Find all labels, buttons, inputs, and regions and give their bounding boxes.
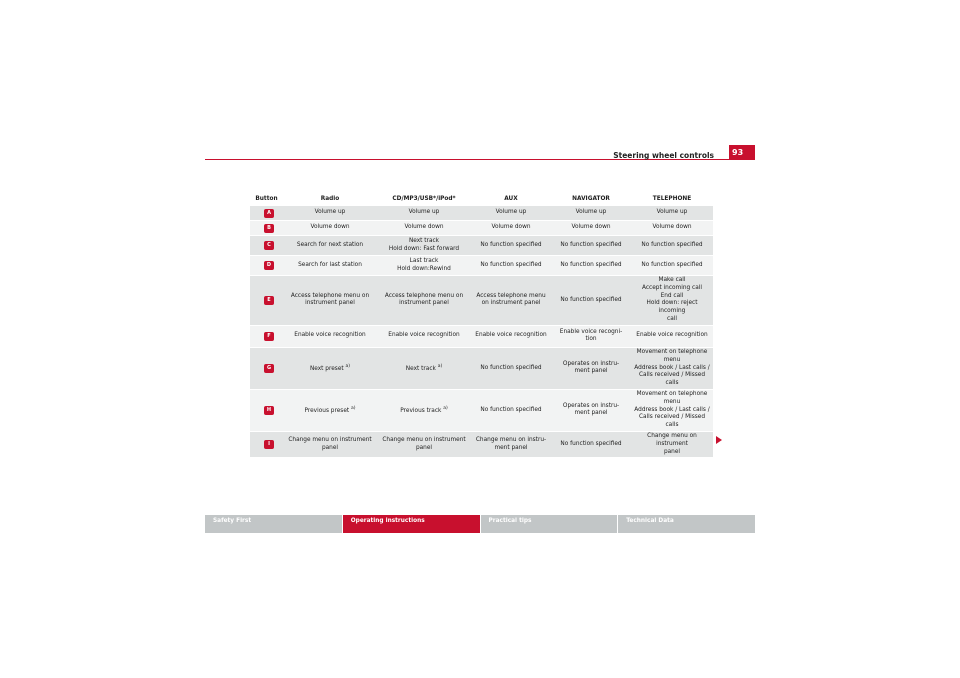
column-header: Button <box>250 193 283 206</box>
cell-line: Operates on instru- <box>562 402 620 409</box>
cell-line: menu <box>663 398 681 405</box>
cell-line: Enable voice recognition <box>636 332 708 339</box>
table-cell <box>551 389 631 431</box>
steering-controls-table <box>250 193 713 457</box>
table-cell <box>377 256 471 276</box>
table-row <box>250 221 713 236</box>
table-cell <box>283 236 377 256</box>
table-row <box>250 276 713 326</box>
cell-line: Volume up <box>495 209 527 216</box>
column-header: Radio <box>283 193 377 206</box>
table-cell <box>551 432 631 458</box>
table-cell <box>551 221 631 236</box>
button-badge-icon: C <box>264 241 274 250</box>
table-cell <box>551 347 631 389</box>
cell-line: Enable voice recognition <box>294 332 366 339</box>
table-row <box>250 389 713 431</box>
cell-line: Calls received / Missed calls <box>638 372 706 387</box>
cell-line: call <box>667 316 677 323</box>
cell-line: tion <box>585 336 597 343</box>
cell-line: No function specified <box>480 364 542 371</box>
cell-line: Access telephone menu on <box>290 292 370 299</box>
footnote-mark: a) <box>437 363 443 369</box>
button-cell <box>250 276 283 326</box>
footnote-mark: a) <box>345 363 351 369</box>
table-row <box>250 347 713 389</box>
cell-line: Movement on telephone <box>636 390 708 397</box>
table-cell <box>283 276 377 326</box>
table-cell <box>377 276 471 326</box>
cell-line: Hold down: Fast forward <box>388 245 460 252</box>
column-header: CD/MP3/USB*/iPod* <box>377 193 471 206</box>
table-row <box>250 236 713 256</box>
table-cell <box>631 325 713 347</box>
footer-tab-practical-tips[interactable]: Practical tips <box>481 515 618 533</box>
cell-line: Volume up <box>656 209 688 216</box>
table-cell <box>283 221 377 236</box>
table-cell <box>631 347 713 389</box>
footnote-mark: a) <box>351 405 356 411</box>
cell-line: Volume down <box>571 224 611 231</box>
button-cell <box>250 236 283 256</box>
cell-line: panel <box>415 444 433 451</box>
footer-tab-safety-first[interactable]: Safety First <box>205 515 342 533</box>
cell-line: Enable voice recogni- <box>559 328 623 335</box>
table-cell <box>377 236 471 256</box>
cell-line: No function specified <box>641 241 703 248</box>
table-row <box>250 325 713 347</box>
cell-line: No function specified <box>641 261 703 268</box>
cell-line: Address book / Last calls / <box>634 364 710 371</box>
cell-line: No function specified <box>560 440 622 447</box>
table-cell <box>471 276 551 326</box>
table-cell <box>631 206 713 221</box>
cell-line: instrument panel <box>399 300 449 307</box>
table-cell <box>377 325 471 347</box>
cell-line: No function specified <box>560 296 622 303</box>
cell-line: Volume down <box>404 224 444 231</box>
button-badge-icon: A <box>264 209 274 218</box>
table-cell <box>377 221 471 236</box>
column-header: AUX <box>471 193 551 206</box>
table-cell <box>551 236 631 256</box>
cell-line: No function specified <box>480 406 542 413</box>
cell-line: Volume up <box>575 209 607 216</box>
cell-line: ment panel <box>494 444 528 451</box>
table-cell <box>471 221 551 236</box>
cell-line: instrument panel <box>305 300 355 307</box>
cell-line: Access telephone menu <box>476 292 546 299</box>
column-header: TELEPHONE <box>631 193 713 206</box>
cell-line: Hold down: reject incoming <box>646 300 698 315</box>
table-row <box>250 432 713 458</box>
cell-line: Change menu on instrument <box>647 433 697 447</box>
page-title: Steering wheel controls <box>613 151 714 160</box>
table-row <box>250 206 713 221</box>
footnote-mark: a) <box>443 405 448 411</box>
cell-line: Volume down <box>310 224 350 231</box>
button-badge-icon: B <box>264 224 274 233</box>
cell-line: Previous preset <box>304 407 350 414</box>
table-cell <box>377 347 471 389</box>
cell-line: Enable voice recognition <box>388 332 460 339</box>
table-cell <box>471 347 551 389</box>
table-cell <box>631 432 713 458</box>
cell-line: No function specified <box>480 241 542 248</box>
table-cell <box>631 256 713 276</box>
cell-line: Calls received / Missed calls <box>638 414 706 429</box>
table-cell <box>283 432 377 458</box>
table-cell <box>377 432 471 458</box>
next-page-arrow-icon[interactable] <box>716 436 722 444</box>
button-cell <box>250 256 283 276</box>
button-badge-icon: D <box>264 261 274 270</box>
table-cell <box>551 276 631 326</box>
button-badge-icon: G <box>264 364 274 373</box>
table-cell <box>471 206 551 221</box>
table-cell <box>283 347 377 389</box>
table-cell <box>631 236 713 256</box>
table-cell <box>471 325 551 347</box>
cell-line: Volume up <box>314 209 346 216</box>
column-header: NAVIGATOR <box>551 193 631 206</box>
cell-line: No function specified <box>560 241 622 248</box>
button-cell <box>250 347 283 389</box>
table-cell <box>283 325 377 347</box>
cell-line: Accept incoming call <box>641 284 703 291</box>
cell-line: Search for next station <box>296 241 364 248</box>
cell-line: Search for last station <box>298 261 362 268</box>
cell-line: Next track <box>405 365 436 372</box>
cell-line: ment panel <box>574 368 608 375</box>
table-header-row <box>250 193 713 206</box>
table-cell <box>631 389 713 431</box>
cell-line: Change menu on instrument <box>288 436 372 443</box>
button-cell <box>250 221 283 236</box>
cell-line: Address book / Last calls / <box>634 406 710 413</box>
cell-line: Previous track <box>400 407 442 414</box>
cell-line: No function specified <box>480 261 542 268</box>
button-cell <box>250 206 283 221</box>
button-badge-icon: H <box>264 406 274 415</box>
button-badge-icon: F <box>264 332 274 341</box>
page-number: 93 <box>729 145 755 160</box>
table-cell <box>377 389 471 431</box>
table-cell <box>377 206 471 221</box>
table-cell <box>551 325 631 347</box>
cell-line: Access telephone menu on <box>384 292 464 299</box>
cell-line: Volume down <box>652 224 692 231</box>
button-cell <box>250 389 283 431</box>
table-cell <box>471 236 551 256</box>
cell-line: Change menu on instrument <box>382 436 466 443</box>
cell-line: End call <box>660 292 684 299</box>
cell-line: Next track <box>408 237 440 244</box>
cell-line: Operates on instru- <box>562 360 620 367</box>
table-cell <box>551 206 631 221</box>
cell-line: Change menu on instru- <box>475 436 547 443</box>
cell-line: Volume up <box>408 209 440 216</box>
table-cell <box>471 256 551 276</box>
cell-line: Enable voice recognition <box>475 332 547 339</box>
cell-line: Make call <box>658 277 686 283</box>
footer-tab-technical-data[interactable]: Technical Data <box>618 515 755 533</box>
footer-tab-operating-instructions[interactable]: Operating instructions <box>343 515 480 533</box>
cell-line: menu <box>663 356 681 363</box>
cell-line: No function specified <box>560 261 622 268</box>
cell-line: Hold down:Rewind <box>397 265 451 272</box>
button-badge-icon: E <box>264 296 274 305</box>
table-row <box>250 256 713 276</box>
table-cell <box>283 206 377 221</box>
cell-line: Volume down <box>491 224 531 231</box>
table-cell <box>471 389 551 431</box>
table-cell <box>631 221 713 236</box>
table-cell <box>551 256 631 276</box>
cell-line: panel <box>321 444 339 451</box>
cell-line: ment panel <box>574 410 608 417</box>
button-cell <box>250 325 283 347</box>
button-cell <box>250 432 283 458</box>
table-cell <box>283 256 377 276</box>
table-cell <box>283 389 377 431</box>
table-cell <box>631 276 713 326</box>
cell-line: on instrument panel <box>481 300 541 307</box>
cell-line: Next preset <box>309 365 344 372</box>
cell-line: Movement on telephone <box>636 348 708 355</box>
footer-nav <box>205 515 755 533</box>
button-badge-icon: I <box>264 440 274 449</box>
cell-line: panel <box>663 448 681 455</box>
table-cell <box>471 432 551 458</box>
cell-line: Last track <box>409 257 439 264</box>
